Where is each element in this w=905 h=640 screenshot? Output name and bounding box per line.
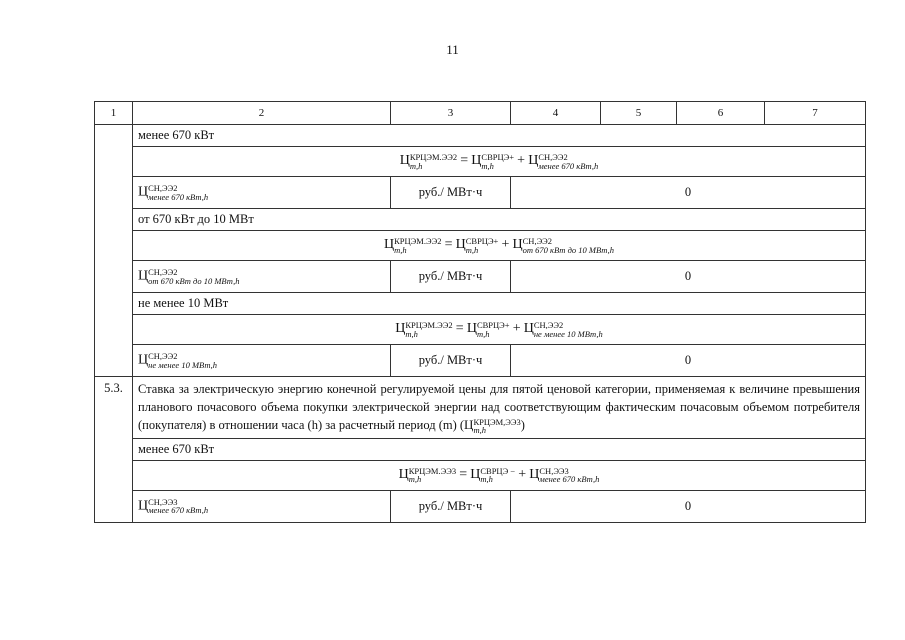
subsection-label: менее 670 кВт	[133, 438, 866, 460]
section-row	[95, 209, 866, 231]
formula: Ц КРЦЭМ.ЭЭ3 m,h = Ц СВРЦЭ − m,h + Ц СН,ЭЭ3 менее 670 кВт,h	[133, 460, 866, 490]
row-number: 5.3.	[95, 377, 133, 523]
value-row	[95, 490, 866, 522]
header-col-7: 7	[765, 102, 866, 125]
formula-row	[95, 315, 866, 345]
row-number-cell-empty	[95, 125, 133, 377]
header-col-1: 1	[95, 102, 133, 125]
subsection-label: менее 670 кВт	[133, 125, 866, 147]
value-cell: 0	[511, 177, 866, 209]
value-cell: 0	[511, 261, 866, 293]
value-row	[95, 261, 866, 293]
section-row	[95, 125, 866, 147]
value-cell: 0	[511, 490, 866, 522]
formula: Ц КРЦЭМ.ЭЭ2 m,h = Ц СВРЦЭ+ m,h + Ц СН,ЭЭ2 от 670 кВт до 10 МВт,h	[133, 231, 866, 261]
header-row	[95, 102, 866, 125]
value-symbol: Ц СН,ЭЭ2 менее 670 кВт,h	[133, 177, 391, 209]
page-number: 11	[446, 42, 459, 57]
section-description: Ставка за электрическую энергию конечной регулируемой цены для пятой ценовой категории, применяемая к величине превышения планового почасового объема покупки электрической энергии над соответствующим фактическим почасовым объемом потребителя (покупателя) в отношении часа (h) за расчетный период (m) (Ц КРЦЭМ,ЭЭ3 m,h )	[133, 377, 866, 439]
unit-cell: руб./ МВт·ч	[391, 490, 511, 522]
unit-cell: руб./ МВт·ч	[391, 177, 511, 209]
formula: Ц КРЦЭМ.ЭЭ2 m,h = Ц СВРЦЭ+ m,h + Ц СН,ЭЭ2 не менее 10 МВт,h	[133, 315, 866, 345]
formula-row	[95, 460, 866, 490]
value-symbol: Ц СН,ЭЭ2 от 670 кВт до 10 МВт,h	[133, 261, 391, 293]
subsection-label: не менее 10 МВт	[133, 293, 866, 315]
value-cell: 0	[511, 345, 866, 377]
header-col-3: 3	[391, 102, 511, 125]
header-col-4: 4	[511, 102, 601, 125]
unit-cell: руб./ МВт·ч	[391, 261, 511, 293]
formula-row	[95, 147, 866, 177]
value-symbol: Ц СН,ЭЭ2 не менее 10 МВт,h	[133, 345, 391, 377]
formula: Ц КРЦЭМ.ЭЭ2 m,h = Ц СВРЦЭ+ m,h + Ц СН,ЭЭ2 менее 670 кВт,h	[133, 147, 866, 177]
section-row	[95, 438, 866, 460]
value-row	[95, 345, 866, 377]
value-row	[95, 177, 866, 209]
section-row	[95, 293, 866, 315]
unit-cell: руб./ МВт·ч	[391, 345, 511, 377]
subsection-label: от 670 кВт до 10 МВт	[133, 209, 866, 231]
tariff-table	[94, 101, 866, 523]
formula-row	[95, 231, 866, 261]
header-col-2: 2	[133, 102, 391, 125]
section-5-3-row	[95, 377, 866, 439]
value-symbol: Ц СН,ЭЭ3 менее 670 кВт,h	[133, 490, 391, 522]
header-col-5: 5	[601, 102, 677, 125]
header-col-6: 6	[677, 102, 765, 125]
